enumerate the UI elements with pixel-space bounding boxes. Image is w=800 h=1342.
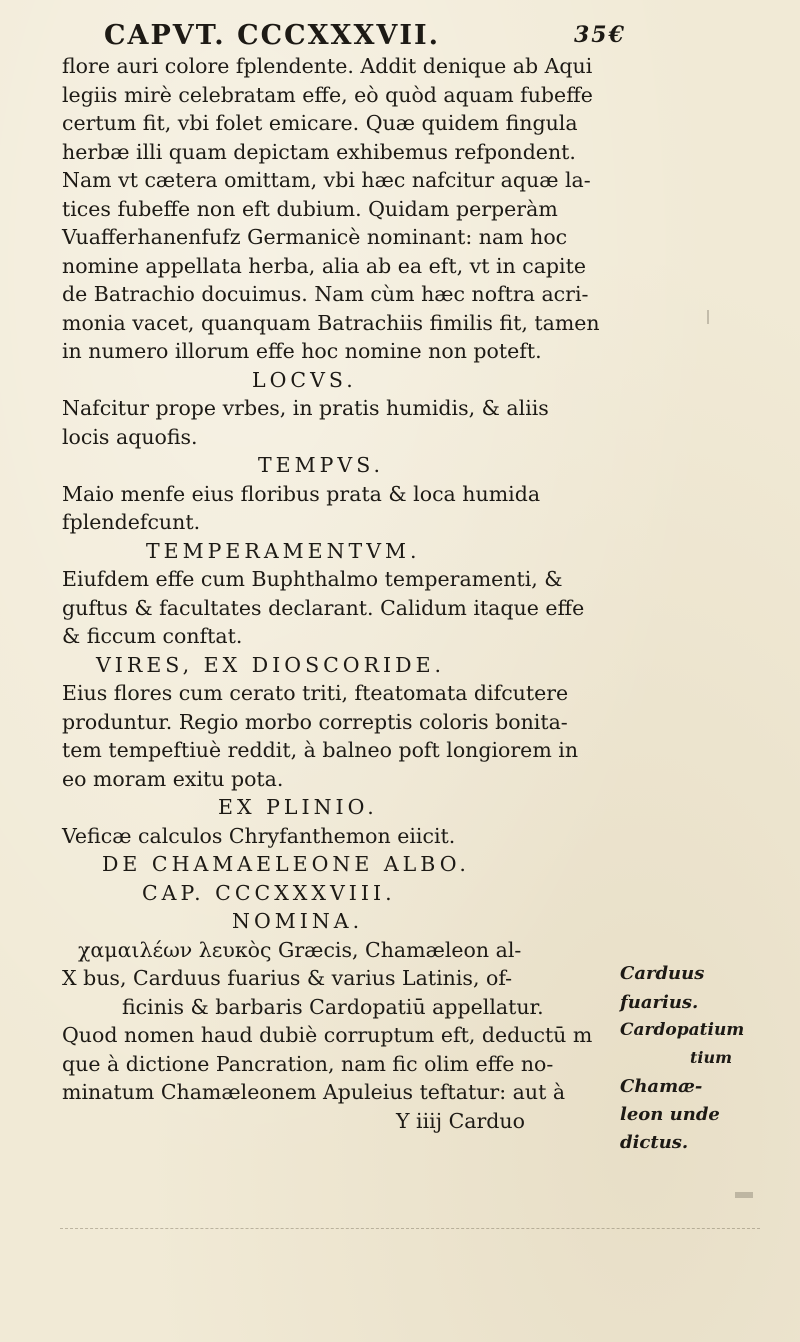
text-line: Nam vt cætera omittam, vbi hæc nafcitur aquæ la- [62,168,591,192]
text-line: Maio menfe eius floribus prata & loca humida [62,481,541,506]
section-heading: NOMINA. [232,909,364,933]
text-line: certum fit, vbi folet emicare. Quæ quidem fingula [62,111,578,135]
text-line: nomine appellata herba, alia ab ea eft, vt in capite [62,253,586,278]
section-heading: TEMPVS. [258,453,385,477]
text-line: eo moram exitu pota. [62,766,284,791]
text-line: ficinis & barbaris Cardopatiū appellatur. [122,994,544,1019]
text-line: Quod nomen haud dubiè corruptum eft, deductū m [62,1023,593,1047]
chapter-number: CAP. CCCXXXVIII. [142,880,396,905]
paper-speck [707,310,709,324]
text-line: produntur. Regio morbo correptis coloris bonita- [62,709,568,734]
text-line: Veficæ calculos Chryfanthemon eiicit. [62,823,456,848]
text-line: herbæ illi quam depictam exhibemus refpondent. [62,139,576,164]
text-line: tices fubeffe non eft dubium. Quidam perperàm [62,196,558,221]
page-number: 35€ [574,22,626,48]
text-line: legiis mirè celebratam effe, eò quòd aquam fubeffe [62,82,593,107]
margin-note: Cardopatium [620,1020,745,1040]
text-line: flore auri colore fplendente. Addit denique ab Aqui [62,54,593,78]
signature-mark: Y iiij Carduo [396,1108,525,1133]
text-line: & ficcum conftat. [62,624,243,648]
paper-speck [735,1192,753,1198]
text-line: locis aquofis. [62,424,198,449]
text-line: Eiufdem effe cum Buphthalmo temperamenti, & [62,567,563,591]
margin-note: Chamæ- [620,1076,703,1097]
text-line: guftus & facultates declarant. Calidum itaque effe [62,595,585,620]
text-line: minatum Chamæleonem Apuleius teftatur: aut à [62,1080,566,1104]
margin-note: Carduus [620,963,705,984]
section-heading: TEMPERAMENTVM. [146,538,421,563]
text-line: Vuafferhanenfufz Germanicè nominant: nam hoc [62,225,568,249]
text-line: χαμαιλέων λευκὸς Græcis, Chamæleon al- [78,937,522,962]
section-heading: VIRES, EX DIOSCORIDE. [96,652,446,677]
bleed-through-rule [60,1228,760,1229]
text-line: fplendefcunt. [62,510,201,534]
text-line: X bus, Carduus fuarius & varius Latinis, of- [62,966,513,990]
text-line: in numero illorum effe hoc nomine non poteft. [62,339,542,363]
text-line: tem tempeftiuè reddit, à balneo poft longiorem in [62,738,579,762]
text-line: de Batrachio docuimus. Nam cùm hæc noftra acri- [62,282,589,306]
section-heading: EX PLINIO. [218,795,378,819]
text-line: monia vacet, quanquam Batrachiis fimilis fit, tamen [62,310,600,335]
chapter-heading: DE CHAMAELEONE ALBO. [102,852,470,876]
margin-note: tium [690,1048,733,1067]
margin-note: dictus. [620,1132,689,1153]
margin-note: leon unde [620,1104,720,1125]
text-line: Eius flores cum cerato triti, fteatomata difcutere [62,681,569,705]
running-header [104,20,704,56]
text-line: Nafcitur prope vrbes, in pratis humidis, & aliis [62,396,549,420]
chapter-title: CAPVT. CCCXXXVII. [104,20,441,51]
text-line: que à dictione Pancration, nam fic olim effe no- [62,1051,554,1076]
margin-note: fuarius. [620,992,699,1013]
section-heading: LOCVS. [252,367,357,392]
